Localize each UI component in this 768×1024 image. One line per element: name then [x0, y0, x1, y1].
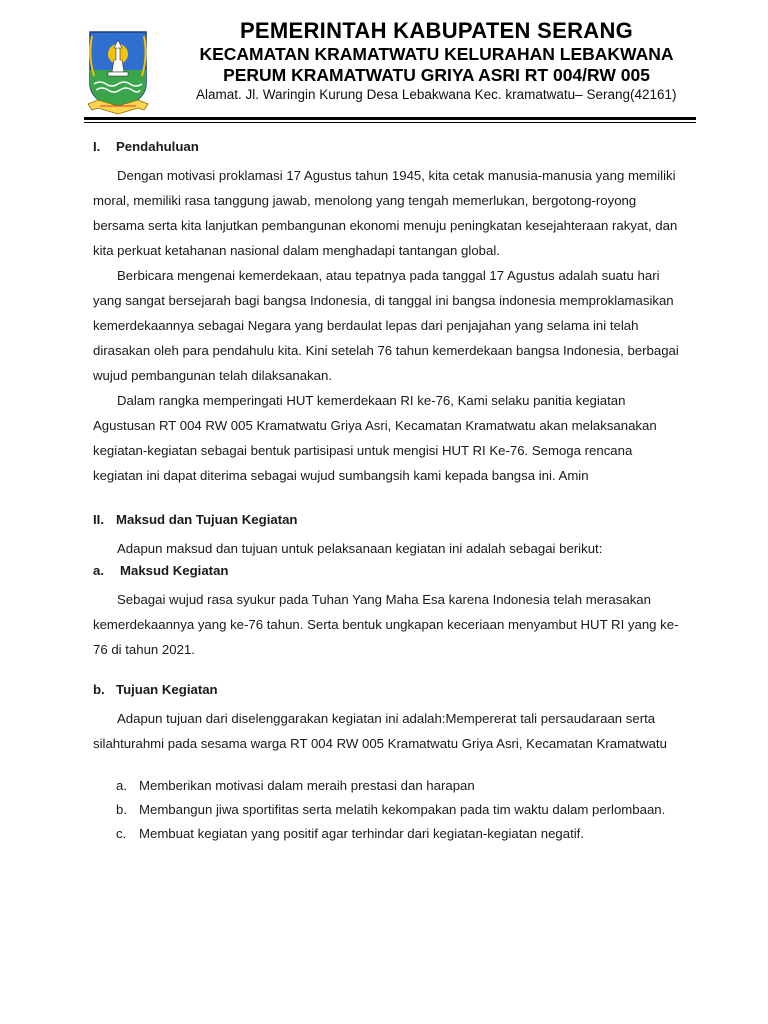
paragraph: Berbicara mengenai kemerdekaan, atau tepatnya pada tanggal 17 Agustus adalah suatu hari yang sangat bersejarah bagi bangsa Indonesia, di tanggal ini bangsa indonesia memproklamasikan kemerdekaannya sebagai Negara yang berdaulat lepas dari penjajahan yang selama ini telah dirasakan oleh para pendahulu kita. Kini setelah 76 tahun kemerdekaan bangsa Indonesia, berbagai wujud pembangunan telah dilaksanakan. — [93, 268, 679, 383]
document-body — [93, 137, 683, 846]
section-number: I. — [93, 139, 101, 154]
section-number: II. — [93, 512, 104, 527]
address-line: Alamat. Jl. Waringin Kurung Desa Lebakwana Kec. kramatwatu– Serang(42161) — [196, 87, 677, 102]
paragraph: Dengan motivasi proklamasi 17 Agustus tahun 1945, kita cetak manusia-manusia yang memiliki moral, memiliki rasa tanggung jawab, menolong yang tengah memerlukan, bergotong-royong bersama serta kita lanjutkan pembangunan ekonomi menuju peningkatan kesejahteraan rakyat, dan kita perkuat ketahanan nasional dalam menghadapi tantangan global. — [93, 168, 678, 258]
list-item — [93, 774, 683, 798]
paragraph: Adapun tujuan dari diselenggarakan kegiatan ini adalah:Mempererat tali persaudaraan serta silahturahmi pada sesama warga RT 004 RW 005 Kramatwatu Griya Asri, Kecamatan Kramatwatu — [93, 711, 667, 751]
list-item — [93, 798, 683, 822]
letterhead-divider-thin — [84, 122, 696, 123]
letterhead — [84, 18, 696, 118]
objectives-list — [93, 774, 683, 846]
letterhead-text — [174, 18, 699, 104]
housing-title: PERUM KRAMATWATU GRIYA ASRI RT 004/RW 005 — [223, 65, 650, 85]
subsection-title: Tujuan Kegiatan — [116, 682, 218, 697]
list-item-text: Memberikan motivasi dalam meraih prestasi dan harapan — [139, 778, 475, 793]
subsection-number: b. — [93, 682, 105, 697]
list-item-letter: a. — [116, 778, 127, 793]
letterhead-divider-thick — [84, 117, 696, 120]
subsection-title: Maksud Kegiatan — [120, 563, 229, 578]
list-item — [93, 822, 683, 846]
paragraph: Dalam rangka memperingati HUT kemerdekaan RI ke-76, Kami selaku panitia kegiatan Agustusan RT 004 RW 005 Kramatwatu Griya Asri, Kecamatan Kramatwatu akan melaksanakan kegiatan-kegiatan sebagai bentuk partisipasi untuk mengisi HUT RI Ke-76. Semoga rencana kegiatan ini dapat diterima sebagai wujud sumbangsih kami kepada bangsa ini. Amin — [93, 393, 657, 483]
paragraph: Adapun maksud dan tujuan untuk pelaksanaan kegiatan ini adalah sebagai berikut: — [117, 541, 603, 556]
section-heading — [93, 137, 683, 157]
list-item-letter: c. — [116, 826, 127, 841]
government-title: PEMERINTAH KABUPATEN SERANG — [239, 18, 634, 43]
list-item-text: Membuat kegiatan yang positif agar terhindar dari kegiatan-kegiatan negatif. — [139, 826, 584, 841]
section-heading — [93, 510, 683, 530]
section-title: Pendahuluan — [116, 139, 199, 154]
district-title: KECAMATAN KRAMATWATU KELURAHAN LEBAKWANA — [199, 44, 674, 64]
subsection-heading — [93, 561, 683, 581]
paragraph: Sebagai wujud rasa syukur pada Tuhan Yang Maha Esa karena Indonesia telah merasakan kemerdekaannya yang ke-76 tahun. Serta bentuk ungkapan keceriaan menyambut HUT RI yang ke-76 di tahun 2021. — [93, 592, 679, 657]
list-item-text: Membangun jiwa sportifitas serta melatih kekompakan pada tim waktu dalam perlombaan. — [139, 802, 666, 817]
subsection-heading — [93, 680, 683, 700]
subsection-number: a. — [93, 563, 104, 578]
list-item-letter: b. — [116, 802, 127, 817]
kabupaten-serang-emblem-icon — [86, 26, 150, 118]
section-title: Maksud dan Tujuan Kegiatan — [116, 512, 298, 527]
